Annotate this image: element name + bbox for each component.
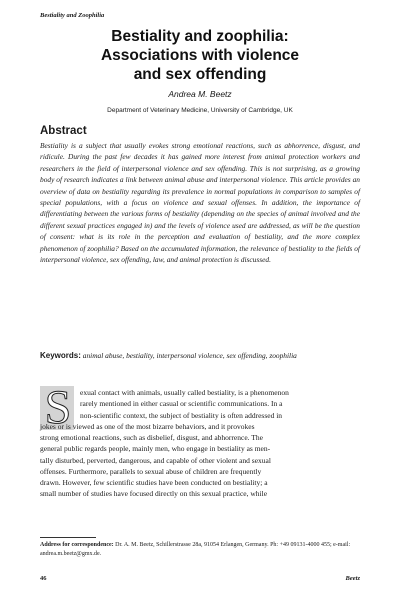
body-line: exual contact with animals, usually called bestiality, is a phenomenon [80, 388, 289, 397]
keywords-value: animal abuse, bestiality, interpersonal violence, sex offending, zoophilia [82, 351, 297, 360]
drop-cap-letter: S [44, 381, 72, 434]
body-line: non-scientific context, the subject of bestiality is often addressed in [80, 410, 283, 420]
author-name: Andrea M. Beetz [168, 89, 232, 99]
body-line: drawn. However, few scientific studies have been conducted on bestiality; a [40, 478, 268, 487]
title-line: Associations with violence [100, 47, 300, 64]
body-line: jokes or is viewed as one of the most bizarre behaviors, and it provokes [40, 421, 255, 431]
title-line: and sex offending [133, 66, 267, 83]
body-text [40, 387, 360, 500]
abstract-heading: Abstract [40, 125, 87, 137]
body-line: tally disturbed, perverted, dangerous, and capable of other violent and sexual [40, 455, 271, 465]
body-line: strong emotional reactions, such as disbelief, disgust, and abhorrence. The [40, 433, 263, 442]
footer-author: Beetz [345, 575, 360, 582]
author-affiliation: Department of Veterinary Medicine, University of Cambridge, UK [107, 107, 293, 114]
body-line: rarely mentioned in either casual or scientific communications. In a [80, 399, 283, 409]
running-head: Bestiality and Zoophilia [40, 12, 105, 19]
title-line: Bestiality and zoophilia: [111, 28, 289, 45]
body-line: small number of studies have focused directly on this sexual practice, while [40, 489, 268, 499]
correspondence-footnote [40, 541, 360, 558]
page-number: 46 [40, 575, 47, 582]
footnote-label: Address for correspondence: [40, 542, 114, 548]
keywords-label: Keywords: [40, 351, 81, 360]
footnote-divider [40, 537, 96, 538]
body-line: offenses. Furthermore, parallels to sexual abuse of children are frequently [40, 466, 262, 476]
keywords [40, 350, 360, 361]
article-title [40, 27, 360, 84]
footnote-text: Dr. A. M. Beetz, Schillerstrasse 28a, 91054 Erlangen, Germany. Ph: +49 09131-4000 455; e-mail: andrea.m.beetz@gmx.de. [40, 542, 351, 557]
body-line: general public regards people, mainly men, who engage in bestiality as men- [40, 444, 271, 454]
abstract-text: Bestiality is a subject that usually evokes strong emotional reactions, such as abhorrence, disgust, and ridicule. During the past few decades it has gained more interest from animal protection workers and researchers in the field of interpersonal violence and sex offending. This is not surprising, as a growing body of research indicates a link between animal abuse and interpersonal violence. This article provides an overview of data on bestiality regarding its prevalence in normal populations in comparison to samples of special populations, with a focus on violence and sexual offenses. In addition, the importance of differentiating between the various forms of bestiality (depending on the species of animal involved and the different sexual practices engaged in) and the levels of violence used are addressed, as will be the question of consent: what is its role in the perception and evaluation of bestiality, and the more complex phenomenon of zoophilia? Based on the accumulated information, the relevance of bestiality to the fields of interpersonal violence, sex offending, law, and animal protection is discussed. [40, 141, 360, 265]
